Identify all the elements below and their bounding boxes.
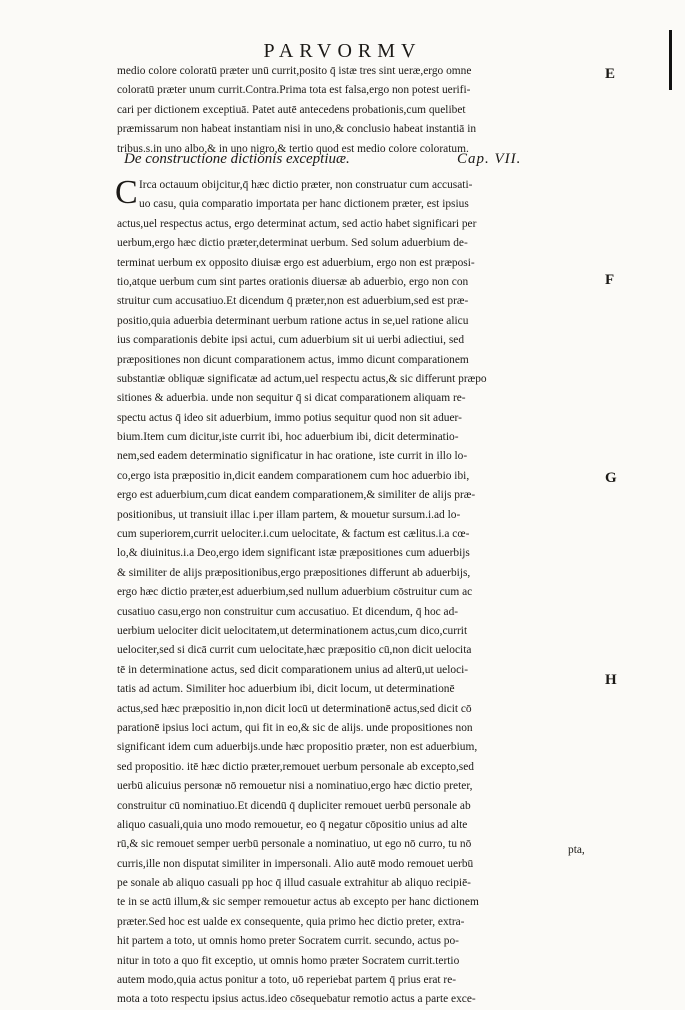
text-line: Irca octauum obijcitur,q̄ hӕc dictio prӕter, non construatur cum accusati- [139,179,473,191]
text-line: cusatiuo casu,ergo non construitur cum accusatiuo. Et dicendum, q̄ hoc ad- [117,605,459,618]
text-line: significant idem cum aduerbijs.unde hӕc propositio prӕter, non est aduerbium, [117,741,478,754]
text-line: nem,sed eadem determinatio significatur in hac oratione, iste currit in illo lo- [117,450,468,463]
text-line: rū,& sic remouet semper uerbū personale a nominatiuo, ut ego nō curro, tu nō [117,838,472,851]
text-line: & similiter de alijs prӕpositionibus,ergo prӕpositiones differunt ab aduerbijs, [117,566,471,579]
text-line: autem modo,quia actus ponitur a toto, uō reperiebat partem q̄ prius erat re- [117,974,457,987]
top-paragraph [117,62,597,159]
text-line: positionibus, ut transiuit illac i.per illam partem, & mouetur sursum.i.ad lo- [117,508,461,521]
text-line: cari per dictionem exceptiuā. Patet autē antecedens probationis,cum quelibet [117,103,466,116]
text-line: positio,quia aduerbia determinant uerbum ratione actus in se,uel ratione alicu [117,314,469,327]
text-line: actus,uel respectus actus, ergo determinat actum, sed actio habet significari per [117,217,477,230]
page-edge-rule [669,30,672,90]
drop-cap: C [115,174,138,211]
text-line: uelociter,sed si dicā currit cum uelocitate,hӕc prӕpositio cū,non dicit uelocita [117,644,472,657]
text-line: lo,& diuinitus.i.a Deo,ergo idem significant istӕ prӕpositiones cum aduerbijs [117,547,470,560]
text-line: tribus.s.in uno albo,& in uno nigro,& tertio quod est medio colore coloratum. [117,142,469,155]
text-line: pe sonale ab aliquo casuali pp hoc q̄ illud casuale extrahitur ab aliquo recipiē- [117,877,471,890]
text-line: medio colore coloratū prӕter unū currit,posito q̄ istӕ tres sint uerӕ,ergo omne [117,65,472,77]
text-line: cum superiorem,currit uelociter.i.cum uelocitate, & factum est cӕlitus.i.a cœ- [117,528,470,541]
text-line: substantiӕ obliquӕ significatӕ ad actum,uel respectu actus,& sic differunt prӕpo [117,372,487,385]
text-line: coloratū prӕter unum currit.Contra.Prima tota est falsa,ergo non potest uerifi- [117,84,471,97]
text-line: tatis ad actum. Similiter hoc aduerbium ibi, dicit locum, ut determinationē [117,683,455,696]
chapter-heading [124,151,584,168]
chapter-number: Cap. VII. [457,151,522,167]
text-line: sitiones & aduerbia. unde non sequitur q̄ si dicat comparationem aliquam re- [117,392,466,405]
text-line: ergo est aduerbium,cum dicat eandem comparationem,& similiter de alijs prӕ- [117,489,476,502]
main-paragraph [117,176,597,1010]
text-line: prӕter.Sed hoc est ualde ex consequente, quia primo hec dictio preter, extra- [117,915,465,928]
text-line: tē in determinatione actus, sed dicit comparationem unius ad alterū,ut ueloci- [117,663,469,676]
text-line: hit partem a toto, ut omnis homo preter Socratem currit. secundo, actus po- [117,935,459,948]
text-line: mota a toto respectu ipsius actus.ideo cōsequebatur remotio actus a parte exce- [117,993,476,1006]
text-line: struitur cum accusatiuo.Et dicendum q̄ prӕter,non est aduerbium,sed est prӕ- [117,295,469,308]
text-line: prӕmissarum non habeat instantiam nisi in uno,& conclusio habeat instantiā in [117,123,477,136]
text-line: aliquo casuali,quia uno modo remouetur, eo q̄ negatur cōpositio unius ad alte [117,818,468,831]
text-line: te in se actū illum,& sic semper remouetur actus ab excepto per hanc dictionem [117,896,479,909]
text-line: parationē ipsius loci actum, qui fit in eo,& sic de alijs. unde propositiones non [117,721,473,734]
text-line: nitur in toto a quo fit exceptio, ut omnis homo prӕter Socratem currit.tertio [117,954,460,967]
margin-letter-g: G [605,470,617,486]
text-line: spectu actus q̄ ideo sit aduerbium, immo potius sequitur quod non sit aduer- [117,411,462,424]
margin-letter-h: H [605,672,617,688]
chapter-title: De constructione dictionis exceptiuӕ. [124,151,350,167]
text-line: co,ergo ista prӕpositio in,dicit eandem comparationem cum hoc aduerbio ibi, [117,469,470,482]
text-line: actus,sed hӕc prӕpositio in,non dicit locū ut determinationē actus,sed dicit cō [117,702,472,715]
text-line: curris,ille non disputat similiter in impersonali. Alio autē modo remouet uerbū [117,857,474,870]
text-line: sed propositio. itē hӕc dictio prӕter,remouet uerbum personale ab excepto,sed [117,760,474,773]
running-head: PARVORMV [263,40,422,62]
text-line: tio,atque uerbum cum sint partes orationis diuersӕ ab aduerbio, ergo non con [117,275,469,288]
text-line: uo casu, quia comparatio importata per hanc dictionem prӕter, est ipsius [139,198,469,211]
catchword: pta, [568,844,585,856]
text-line: ergo hӕc dictio prӕter,est aduerbium,sed nullum aduerbium cōstruitur cum ac [117,586,473,599]
margin-letter-f: F [605,272,615,288]
text-line: construitur cū nominatiuo.Et dicendū q̄ dupliciter remouet uerbū personale ab [117,799,471,812]
text-line: ius comparationis debite ipsi actui, cum aduerbium sit ui uerbi adiectiui, sed [117,334,465,347]
text-line: bium.Item cum dicitur,iste currit ibi, hoc aduerbium ibi, dicit determinatio- [117,431,459,444]
text-line: uerbum,ergo hӕc dictio prӕter,determinat uerbum. Sed solum aduerbium de- [117,237,468,250]
text-line: prӕpositiones non dicunt comparationem actus, immo dicunt comparationem [117,353,469,366]
margin-letter-e: E [605,66,616,82]
text-line: uerbū alicuius personӕ nō remouetur nisi a nominatiuo,ergo hӕc dictio preter, [117,780,473,793]
text-line: terminat uerbum ex opposito diuisӕ ergo est aduerbium, ergo non est prӕposi- [117,256,475,269]
text-line: uerbium uelociter dicit uelocitatem,ut determinationem actus,cum dico,currit [117,624,468,637]
